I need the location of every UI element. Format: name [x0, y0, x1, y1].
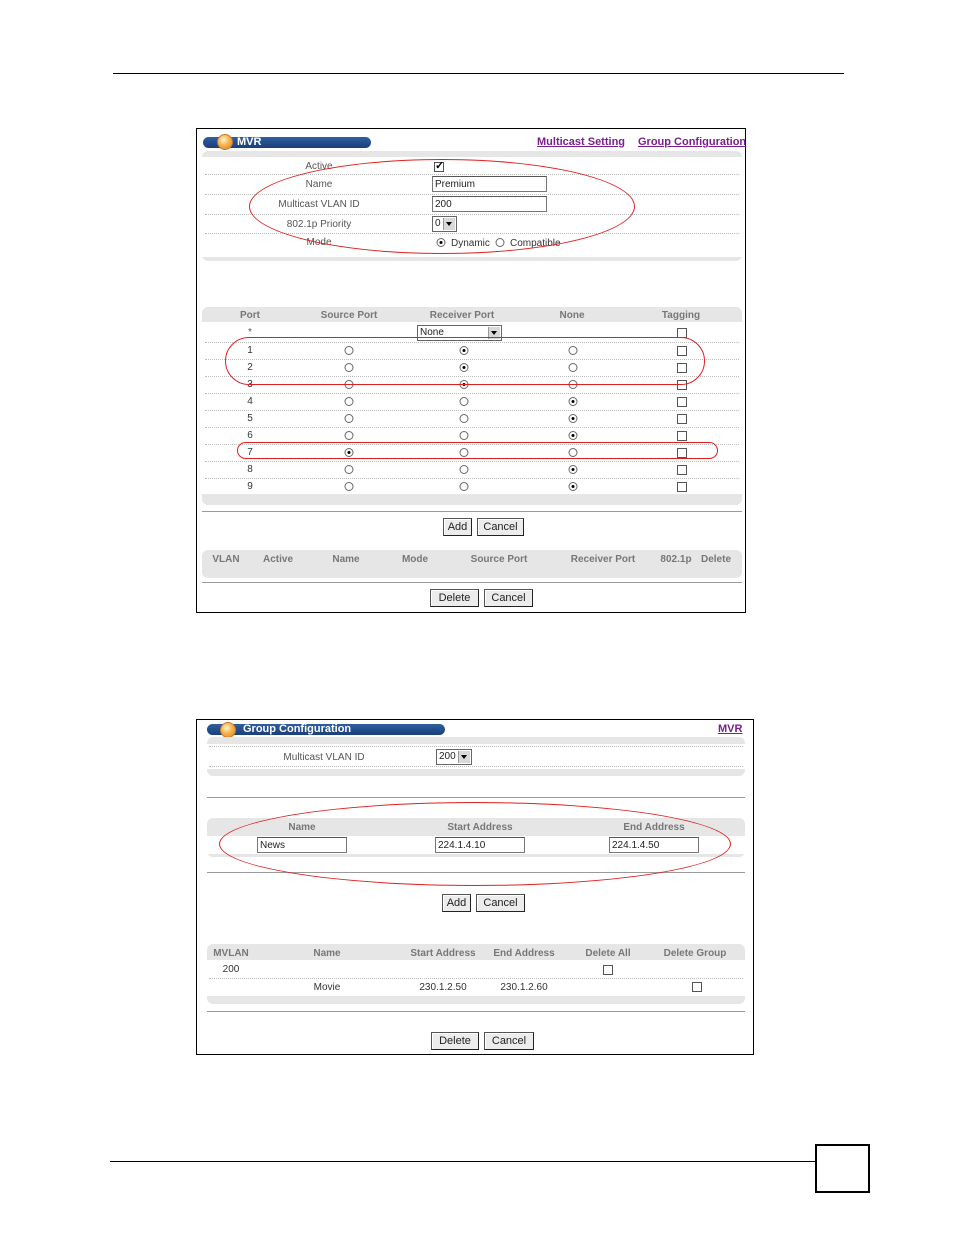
chevron-down-icon: [458, 751, 470, 763]
port-tagging-checkbox[interactable]: [677, 448, 687, 458]
mode-compatible-radio[interactable]: [496, 238, 505, 247]
port-source-radio[interactable]: [345, 482, 354, 491]
port-receiver-radio[interactable]: [460, 380, 469, 389]
orb-icon: [220, 722, 236, 738]
divider: [207, 797, 745, 798]
divider: [207, 1011, 745, 1012]
port-tagging-checkbox[interactable]: [677, 380, 687, 390]
port-source-radio[interactable]: [345, 380, 354, 389]
mode-label: Mode: [306, 237, 332, 248]
mode-dynamic-label: Dynamic: [451, 238, 490, 249]
multicast-vlan-id-label: Multicast VLAN ID: [278, 199, 360, 210]
delete-summary-header: Delete: [700, 554, 732, 565]
port-source-radio[interactable]: [345, 363, 354, 372]
priority-select-value: 0: [435, 218, 441, 229]
list-end-header: End Address: [493, 948, 555, 959]
port-receiver-radio[interactable]: [460, 397, 469, 406]
multicast-setting-link[interactable]: Multicast Setting: [537, 136, 626, 148]
delete-group-checkbox[interactable]: [692, 982, 702, 992]
list-row-start: 230.1.2.50: [419, 982, 467, 993]
port-none-radio[interactable]: [569, 414, 578, 423]
port-tagging-checkbox[interactable]: [677, 363, 687, 373]
mode-dynamic-radio[interactable]: [437, 238, 446, 247]
header-rule: [113, 73, 844, 74]
entry-start-input[interactable]: [435, 837, 525, 853]
row-separator: [205, 359, 739, 360]
port-none-radio[interactable]: [569, 482, 578, 491]
port-receiver-radio[interactable]: [460, 465, 469, 474]
all-port-select-value: None: [420, 327, 444, 338]
port-tagging-checkbox[interactable]: [677, 414, 687, 424]
port-source-radio[interactable]: [345, 448, 354, 457]
all-tagging-checkbox[interactable]: [677, 328, 687, 338]
source-port-header: Source Port: [320, 310, 378, 321]
port-receiver-radio[interactable]: [460, 363, 469, 372]
port-receiver-radio[interactable]: [460, 448, 469, 457]
vlan-header: VLAN: [212, 554, 240, 565]
group-add-button[interactable]: Add: [442, 894, 471, 912]
row-separator: [205, 393, 739, 394]
entry-end-header: End Address: [623, 822, 685, 833]
group-cancel-button[interactable]: Cancel: [476, 894, 525, 912]
port-number: 8: [247, 464, 253, 475]
port-none-radio[interactable]: [569, 448, 578, 457]
port-number: 6: [247, 430, 253, 441]
group-cancel-delete-button[interactable]: Cancel: [484, 1032, 534, 1050]
port-number: 7: [247, 447, 253, 458]
list-row-end: 230.1.2.60: [500, 982, 548, 993]
cancel-delete-button[interactable]: Cancel: [484, 589, 533, 607]
port-receiver-radio[interactable]: [460, 346, 469, 355]
tagging-header: Tagging: [661, 310, 701, 321]
priority-label: 802.1p Priority: [286, 219, 352, 230]
priority-select[interactable]: [432, 216, 457, 232]
port-number: 2: [247, 362, 253, 373]
all-port-label: *: [248, 327, 252, 338]
all-port-select[interactable]: [417, 325, 502, 341]
chevron-down-icon: [488, 327, 500, 339]
mvr-title: MVR: [237, 136, 262, 148]
divider: [202, 511, 742, 512]
none-header: None: [559, 310, 585, 321]
row-separator: [205, 174, 739, 175]
port-none-radio[interactable]: [569, 397, 578, 406]
port-receiver-radio[interactable]: [460, 414, 469, 423]
row-separator: [205, 461, 739, 462]
active-checkbox[interactable]: [434, 162, 444, 172]
group-vlan-select[interactable]: [436, 749, 472, 765]
port-tagging-checkbox[interactable]: [677, 465, 687, 475]
row-separator: [205, 214, 739, 215]
port-number: 1: [247, 345, 253, 356]
row-separator: [205, 410, 739, 411]
row-separator: [205, 478, 739, 479]
cancel-button[interactable]: Cancel: [477, 518, 524, 536]
entry-end-input[interactable]: [609, 837, 699, 853]
receiver-port-header: Receiver Port: [429, 310, 495, 321]
group-delete-button[interactable]: Delete: [431, 1032, 479, 1050]
mvlan-header: MVLAN: [213, 948, 249, 959]
row-separator: [205, 444, 739, 445]
port-none-radio[interactable]: [569, 431, 578, 440]
entry-start-header: Start Address: [447, 822, 513, 833]
row-separator: [205, 427, 739, 428]
list-start-header: Start Address: [410, 948, 476, 959]
active-label: Active: [305, 161, 333, 172]
divider: [202, 582, 742, 583]
add-button[interactable]: Add: [443, 518, 472, 536]
chevron-down-icon: [443, 218, 455, 230]
row-separator: [205, 194, 739, 195]
group-configuration-link[interactable]: Group Configuration: [638, 136, 747, 148]
name-header: Name: [332, 554, 360, 565]
mvlan-value: 200: [222, 964, 240, 975]
port-tagging-checkbox[interactable]: [677, 431, 687, 441]
priority-summary-header: 802.1p: [660, 554, 692, 565]
page-number-box: [815, 1144, 870, 1193]
delete-button[interactable]: Delete: [430, 589, 479, 607]
port-receiver-radio[interactable]: [460, 431, 469, 440]
row-separator: [205, 233, 739, 234]
port-table-body: [202, 322, 742, 494]
port-tagging-checkbox[interactable]: [677, 482, 687, 492]
port-header: Port: [240, 310, 260, 321]
port-source-radio[interactable]: [345, 397, 354, 406]
port-none-radio[interactable]: [569, 465, 578, 474]
orb-icon: [217, 134, 233, 150]
group-vlan-select-value: 200: [439, 751, 456, 762]
multicast-vlan-id-input[interactable]: [432, 196, 547, 212]
mode-compatible-label: Compatible: [510, 238, 561, 249]
port-none-radio[interactable]: [569, 346, 578, 355]
row-separator: [209, 746, 743, 747]
list-name-header: Name: [313, 948, 341, 959]
divider: [207, 872, 745, 873]
port-tagging-checkbox[interactable]: [677, 346, 687, 356]
delete-all-checkbox[interactable]: [603, 965, 613, 975]
mvr-panel: [196, 128, 746, 613]
delete-group-header: Delete Group: [663, 948, 727, 959]
name-label: Name: [305, 179, 333, 190]
port-number: 9: [247, 481, 253, 492]
port-source-radio[interactable]: [345, 465, 354, 474]
mode-header: Mode: [401, 554, 429, 565]
port-number: 5: [247, 413, 253, 424]
receiver-port-summary-header: Receiver Port: [570, 554, 636, 565]
port-none-radio[interactable]: [569, 380, 578, 389]
active-header: Active: [262, 554, 294, 565]
port-receiver-radio[interactable]: [460, 482, 469, 491]
delete-all-header: Delete All: [585, 948, 631, 959]
port-none-radio[interactable]: [569, 363, 578, 372]
row-separator: [209, 978, 743, 979]
row-separator: [205, 342, 739, 343]
port-source-radio[interactable]: [345, 414, 354, 423]
list-row-name: Movie: [313, 982, 341, 993]
group-config-panel: [196, 719, 754, 1055]
group-vlan-label: Multicast VLAN ID: [283, 752, 365, 763]
port-source-radio[interactable]: [345, 346, 354, 355]
port-number: 3: [247, 379, 253, 390]
group-title: Group Configuration: [243, 723, 352, 735]
mvr-link[interactable]: MVR: [718, 723, 743, 735]
footer-rule: [110, 1161, 816, 1162]
row-separator: [205, 376, 739, 377]
entry-name-input[interactable]: [257, 837, 347, 853]
port-source-radio[interactable]: [345, 431, 354, 440]
source-port-summary-header: Source Port: [470, 554, 528, 565]
entry-name-header: Name: [288, 822, 316, 833]
row-separator: [209, 766, 743, 767]
port-number: 4: [247, 396, 253, 407]
port-tagging-checkbox[interactable]: [677, 397, 687, 407]
name-input[interactable]: [432, 176, 547, 192]
